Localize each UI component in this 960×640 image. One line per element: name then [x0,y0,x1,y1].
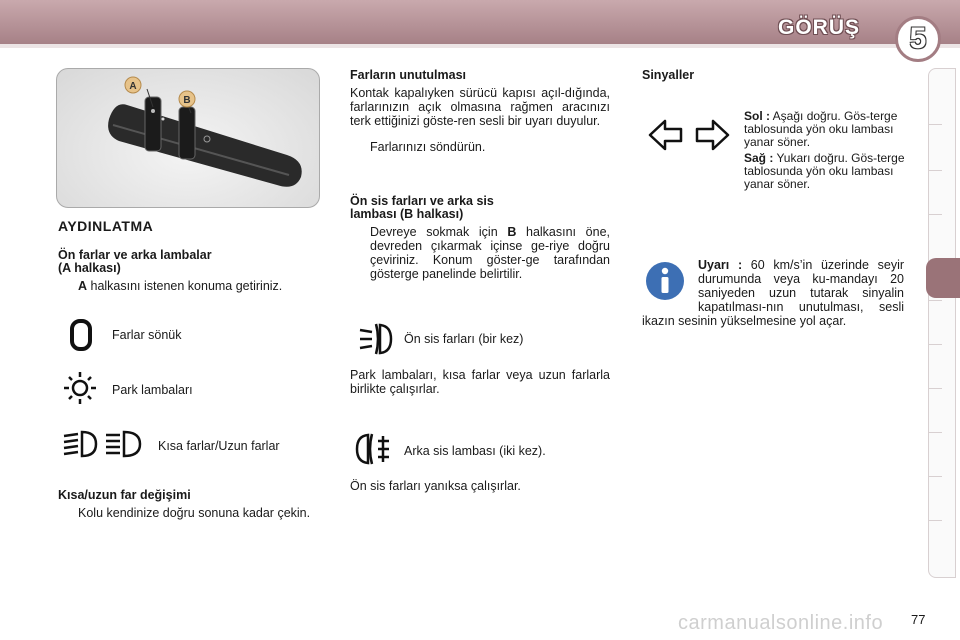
tab-divider [928,344,942,345]
lights-off-icon [64,318,98,352]
subtitle-headlights: Ön farlar ve arka lambalar [58,248,212,262]
high-beam-icon [102,428,144,460]
lighting-stalk-photo [56,68,320,208]
tab-divider [928,476,942,477]
tab-divider [928,214,942,215]
title-fog-lamps: Ön sis farları ve arka sis [350,194,494,208]
bullet-turn-off [350,140,610,154]
turn-off-text: Farlarınızı söndürün. [370,140,486,154]
tab-divider [928,170,942,171]
rear-fog-icon [354,430,392,468]
arrow-right-icon [694,118,730,152]
item-front-fog: Ön sis farları (bir kez) [404,332,524,346]
signal-left-label: Sol : [744,109,770,123]
beam-switch-text: Kolu kendinize doğru sonuna kadar çekin. [78,506,311,520]
subtitle-beam-switch: Kısa/uzun far değişimi [58,488,191,502]
ring-b-label: B [507,225,517,239]
para-rear-fog-condition: Ön sis farları yanıksa çalışırlar. [350,479,521,493]
photo-label-b: B [183,95,191,106]
bullet-ring-b [350,225,610,281]
item-rear-fog: Arka sis lambası (iki kez). [404,444,546,458]
tab-divider [928,124,942,125]
low-beam-icon [60,428,100,460]
signal-left-block [744,110,906,149]
watermark: carmanualsonline.info [678,612,884,634]
chapter-title: GÖRÜŞ [778,16,861,39]
item-parking-lights: Park lambaları [112,383,193,397]
front-fog-icon [356,320,394,358]
ring-a-text: halkasını istenen konuma getiriniz. [87,279,283,293]
tab-divider [928,388,942,389]
chapter-tabs [928,68,956,578]
header-divider [0,44,960,48]
title-forgotten-lights: Farların unutulması [350,68,466,82]
chapter-number: 5 [909,22,927,55]
title-fog-lamps-ring-b: lambası (B halkası) [350,207,464,221]
para-fog-works-with: Park lambaları, kısa farlar veya uzun farlarla birlikte çalışırlar. [350,368,610,396]
warning-block [642,258,904,328]
signal-left-text: Aşağı doğru. Gös-terge tablosunda yön oku lambası yanar söner. [744,109,898,149]
page-number: 77 [911,612,926,627]
signal-right-text: Yukarı doğru. Gös-terge tablosunda yön oku lambası yanar söner. [744,151,905,191]
signal-right-label: Sağ : [744,151,774,165]
warning-icon-spacer [642,258,698,302]
signal-right-block [744,152,906,191]
title-signals: Sinyaller [642,68,695,82]
warning-text: 60 km/s’in üzerinde seyir durumunda veya ku-mandayı 20 saniyeden uzun tutarak sinyalin kapatılması-nın unutulması, sesli ikazın sesinin yükselmesine yol açar. [642,258,905,328]
tab-divider [928,520,942,521]
warning-label: Uyarı : [698,258,743,272]
para-forgotten-lights: Kontak kapalıyken sürücü kapısı açıl-dığında, farlarınızın açık olmasına rağmen aracınızı terk ettiğinizi göste-ren sesli bir uyarı duyulur. [350,86,610,128]
ring-b-text-post: halkasını öne, devreden çıkarmak içinse ge-riye doğru çeviriniz. Konum göster-ge tarafından gösterge panelinde belirtilir. [370,225,610,281]
tab-active-chapter[interactable] [926,258,960,298]
subtitle-ring-a: (A halkası) [58,261,121,275]
parking-lights-icon [60,370,100,406]
tab-divider [928,300,942,301]
photo-label-a: A [129,81,137,92]
section-title: AYDINLATMA [58,218,154,234]
arrow-left-icon [648,118,684,152]
item-low-high-beam: Kısa farlar/Uzun farlar [158,439,280,453]
bullet-ring-a [58,279,320,293]
bullet-beam-switch [58,506,320,520]
item-lights-off: Farlar sönük [112,328,182,342]
tab-divider [928,432,942,433]
ring-b-text-pre: Devreye sokmak için [370,225,508,239]
chapter-badge [895,16,941,62]
ring-a-label: A [78,279,88,293]
